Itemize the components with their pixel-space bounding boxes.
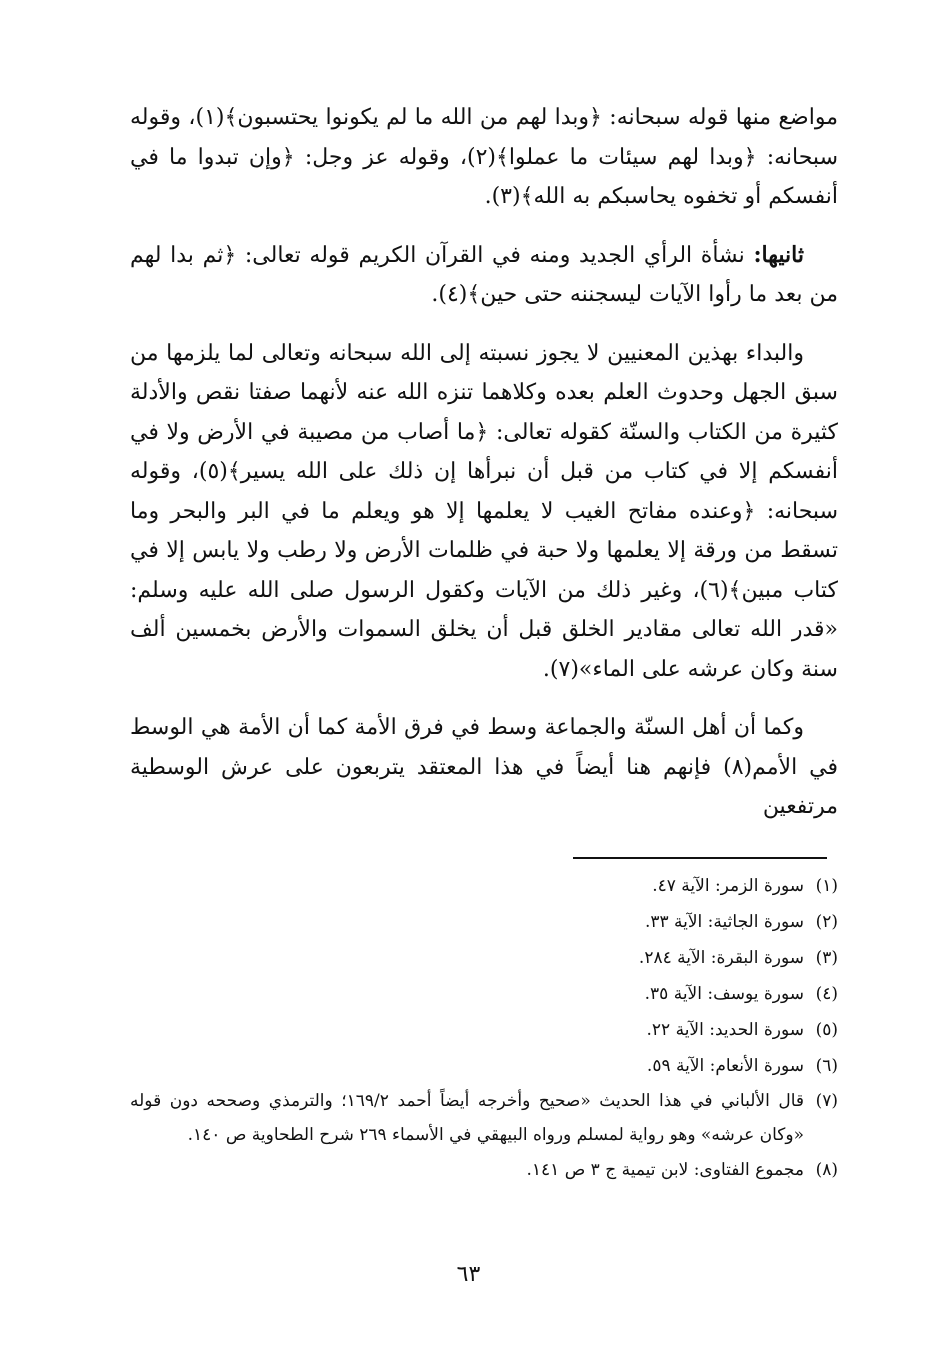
footnote-item <box>130 976 838 1012</box>
paragraph-text: والبداء بهذين المعنيين لا يجوز نسبته إلى الله سبحانه وتعالى لما يلزمها من سبق الجهل وحدوث العلم بعده وكلاهما تنزه الله عنه لأنهما صفتا نقص والأدلة كثيرة من الكتاب والسنّة كقوله تعالى: ﴿ما أصاب من مصيبة في الأرض ولا في أنفسكم إلا في كتاب من قبل أن نبرأها إن ذلك على الله يسير﴾(٥)، وقوله سبحانه: ﴿وعنده مفاتح الغيب لا يعلمها إلا هو ويعلم ما في البر والبحر وما تسقط من ورقة إلا يعلمها ولا حبة في ظلمات الأرض ولا رطب ولا يابس إلا في كتاب مبين﴾(٦)، وغير ذلك من الآيات وكقول الرسول صلى الله عليه وسلم: «قدر الله تعالى مقادير الخلق قبل أن يخلق السموات والأرض بخمسين ألف سنة وكان عرشه على الماء»(٧). <box>130 340 839 682</box>
paragraph-1 <box>130 98 838 217</box>
footnote-item <box>130 868 838 904</box>
footnote-item <box>130 1152 838 1188</box>
footnote-text: قال الألباني في هذا الحديث «صحيح وأخرجه أيضاً أحمد ١٦٩/٢؛ والترمذي وصححه دون قوله «وكان عرشه» وهو رواية لمسلم ورواه البيهقي في الأسماء ٢٦٩ شرح الطحاوية ص ١٤٠. <box>130 1091 804 1145</box>
paragraph-3 <box>130 334 838 690</box>
paragraph-4 <box>130 708 838 827</box>
footnote-item <box>130 1084 838 1152</box>
footnote-number: (٦) <box>815 1056 838 1076</box>
main-text <box>130 98 838 846</box>
footnote-text: سورة الأنعام: الآية ٥٩. <box>646 1056 804 1076</box>
footnote-text: سورة البقرة: الآية ٢٨٤. <box>638 948 804 968</box>
footnote-item <box>130 1048 838 1084</box>
page-number: ٦٣ <box>456 1262 481 1287</box>
footnote-number: (٥) <box>815 1020 838 1040</box>
footnote-text: سورة يوسف: الآية ٣٥. <box>644 984 804 1004</box>
footnote-text: مجموع الفتاوى: لابن تيمية ج ٣ ص ١٤١. <box>526 1160 804 1180</box>
footnote-text: سورة الجاثية: الآية ٣٣. <box>644 912 804 932</box>
footnote-number: (٧) <box>815 1091 838 1111</box>
footnote-number: (٤) <box>815 984 838 1004</box>
paragraph-text: نشأة الرأي الجديد ومنه في القرآن الكريم قوله تعالى: ﴿ثم بدا لهم من بعد ما رأوا الآيات ليسجننه حتى حين﴾(٤). <box>130 242 838 307</box>
paragraph-lead: ثانيها: <box>753 241 804 268</box>
footnote-text: سورة الحديد: الآية ٢٢. <box>646 1020 804 1040</box>
footnote-text: سورة الزمر: الآية ٤٧. <box>652 876 804 896</box>
footnote-number: (١) <box>815 876 838 896</box>
footnotes-list <box>130 868 838 1188</box>
paragraph-text: مواضع منها قوله سبحانه: ﴿وبدا لهم من الله ما لم يكونوا يحتسبون﴾(١)، وقوله سبحانه: ﴿وبدا لهم سيئات ما عملوا﴾(٢)، وقوله عز وجل: ﴿وإن تبدوا ما في أنفسكم أو تخفوه يحاسبكم به الله﴾(٣). <box>130 105 839 209</box>
footnote-number: (٢) <box>815 912 838 932</box>
footnote-number: (٨) <box>815 1160 838 1180</box>
footnote-separator <box>573 857 827 859</box>
footnote-item <box>130 1012 838 1048</box>
footnote-item <box>130 940 838 976</box>
footnote-item <box>130 904 838 940</box>
paragraph-2 <box>130 236 838 315</box>
paragraph-text: وكما أن أهل السنّة والجماعة وسط في فرق الأمة كما أن الأمة هي الوسط في الأمم(٨) فإنهم هنا أيضاً في هذا المعتقد يتربعون على عرش الوسطية مرتفعين <box>130 715 838 819</box>
footnote-number: (٣) <box>815 948 838 968</box>
